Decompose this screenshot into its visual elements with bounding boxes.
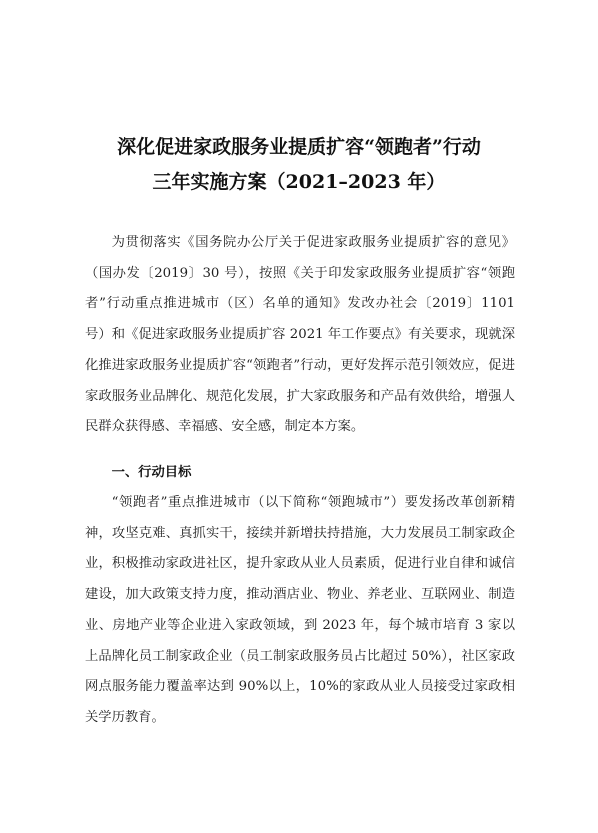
section-heading-goals: 一、行动目标 xyxy=(111,465,192,480)
document-title-line-2: 三年实施方案（2021–2023 年） xyxy=(152,171,446,193)
document-title-line-1: 深化促进家政服务业提质扩容“领跑者”行动 xyxy=(117,136,481,158)
intro-paragraph: 为贯彻落实《国务院办公厅关于促进家政服务业提质扩容的意见》（国办发〔2019〕30 号），按照《关于印发家政服务业提质扩容“领跑者”行动重点推进城市（区）名单的通知》发改办社会〔2019〕1101 号）和《促进家政服务业提质扩容 2021 年工作要点》有关要求，现就深化推进家政服务业提质扩容“领跑者”行动，更好发挥示范引领效应，促进家政服务业品牌化、规范化发展，扩大家政服务和产品有效供给，增强人民群众获得感、幸福感、安全感，制定本方案。 xyxy=(85,235,515,435)
section-paragraph-goals: “领跑者”重点推进城市（以下简称“领跑城市”）要发扬改革创新精神，攻坚克难、真抓实干，接续并新增扶持措施，大力发展员工制家政企业，积极推动家政进社区，提升家政从业人员素质，促进行业自律和诚信建设，加大政策支持力度，推动酒店业、物业、养老业、互联网业、制造业、房地产业等企业进入家政领域，到 2023 年，每个城市培育 3 家以上品牌化员工制家政企业（员工制家政服务员占比超过 50%），社区家政网点服务能力覆盖率达到 90%以上，10%的家政从业人员接受过家政相关学历教育。 xyxy=(85,495,515,725)
